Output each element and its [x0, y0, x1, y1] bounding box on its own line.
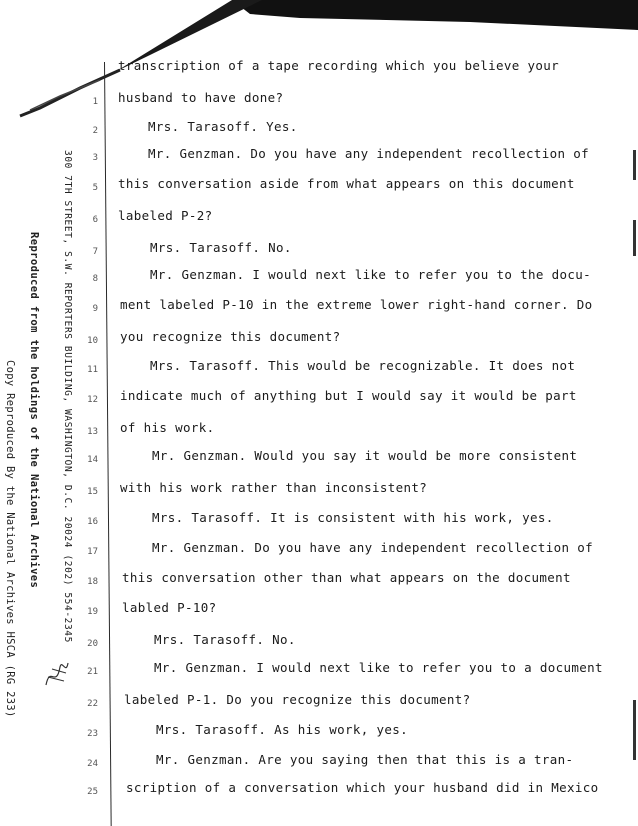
line-number: 18 — [87, 577, 98, 587]
transcript-line — [0, 480, 638, 504]
line-text: Mrs. Tarasoff. It is consistent with his work, yes. — [152, 510, 554, 525]
line-text: this conversation aside from what appears on this document — [118, 176, 575, 191]
line-number: 15 — [87, 487, 98, 497]
transcript-line — [0, 448, 638, 472]
line-number: 5 — [92, 183, 98, 193]
transcript-line — [0, 632, 638, 656]
transcript-line — [0, 267, 638, 291]
line-number: 12 — [87, 395, 98, 405]
line-number: 24 — [87, 759, 98, 769]
reporter-address-stamp: 300 7TH STREET, S.W. REPORTERS BUILDING, WASHINGTON, D.C. 20024 (202) 554-2345 — [62, 150, 73, 643]
transcript-line — [0, 570, 638, 594]
line-number: 13 — [87, 427, 98, 437]
line-text: with his work rather than inconsistent? — [120, 480, 428, 495]
line-number: 19 — [87, 607, 98, 617]
transcript-line — [0, 660, 638, 684]
transcript-line — [0, 420, 638, 444]
transcript-line — [0, 752, 638, 776]
transcript-line — [0, 329, 638, 353]
line-number: 2 — [92, 126, 98, 136]
transcript-line — [0, 146, 638, 170]
hsca-copy-stamp: Copy Reproduced By the National Archives HSCA (RG 233) — [4, 360, 16, 718]
line-text: labeled P-2? — [118, 208, 213, 223]
line-number: 14 — [87, 455, 98, 465]
line-text: ment labeled P-10 in the extreme lower right-hand corner. Do — [120, 297, 593, 312]
line-number: 25 — [87, 787, 98, 797]
line-text: labled P-10? — [122, 600, 217, 615]
line-text: Mr. Genzman. I would next like to refer you to the docu- — [150, 267, 592, 282]
transcript-line — [0, 780, 638, 804]
line-text: Mrs. Tarasoff. This would be recognizable. It does not — [150, 358, 576, 373]
line-text: Mr. Genzman. Do you have any independent recollection of — [148, 146, 590, 161]
line-number: 20 — [87, 639, 98, 649]
transcript-line — [0, 540, 638, 564]
line-number: 23 — [87, 729, 98, 739]
transcript-line — [0, 208, 638, 232]
transcript-line — [0, 510, 638, 534]
line-text: Mr. Genzman. Would you say it would be more consistent — [152, 448, 578, 463]
transcript-line — [0, 119, 638, 143]
line-number: 11 — [87, 365, 98, 375]
line-number: 3 — [92, 153, 98, 163]
line-text: Mr. Genzman. Do you have any independent recollection of — [152, 540, 594, 555]
line-text: indicate much of anything but I would say it would be part — [120, 388, 577, 403]
transcript-line — [0, 600, 638, 624]
line-text: labeled P-1. Do you recognize this document? — [124, 692, 471, 707]
line-text: Mrs. Tarasoff. No. — [150, 240, 292, 255]
transcript-line — [0, 58, 638, 82]
transcript-line — [0, 297, 638, 321]
transcript-line — [0, 90, 638, 114]
line-number: 22 — [87, 699, 98, 709]
line-text: Mrs. Tarasoff. No. — [154, 632, 296, 647]
line-number: 1 — [92, 97, 98, 107]
transcript-line — [0, 388, 638, 412]
line-text: of his work. — [120, 420, 215, 435]
transcript-line — [0, 240, 638, 264]
line-text: transcription of a tape recording which you believe your — [118, 58, 560, 73]
transcript-line — [0, 358, 638, 382]
transcript-line — [0, 176, 638, 200]
line-number: 7 — [92, 247, 98, 257]
line-text: scription of a conversation which your husband did in Mexico — [126, 780, 599, 795]
line-text: you recognize this document? — [120, 329, 341, 344]
line-number: 17 — [87, 547, 98, 557]
line-text: Mrs. Tarasoff. Yes. — [148, 119, 298, 134]
transcript-line — [0, 692, 638, 716]
line-number: 21 — [87, 667, 98, 677]
line-number: 8 — [92, 274, 98, 284]
line-text: Mr. Genzman. I would next like to refer you to a document — [154, 660, 603, 675]
line-text: husband to have done? — [118, 90, 284, 105]
line-text: Mr. Genzman. Are you saying then that this is a tran- — [156, 752, 574, 767]
line-text: this conversation other than what appears on the document — [122, 570, 571, 585]
line-number: 6 — [92, 215, 98, 225]
line-number: 9 — [92, 304, 98, 314]
line-number: 10 — [87, 336, 98, 346]
line-text: Mrs. Tarasoff. As his work, yes. — [156, 722, 409, 737]
transcript-line — [0, 722, 638, 746]
archives-reproduction-stamp: Reproduced from the holdings of the National Archives — [28, 232, 40, 589]
line-number: 16 — [87, 517, 98, 527]
